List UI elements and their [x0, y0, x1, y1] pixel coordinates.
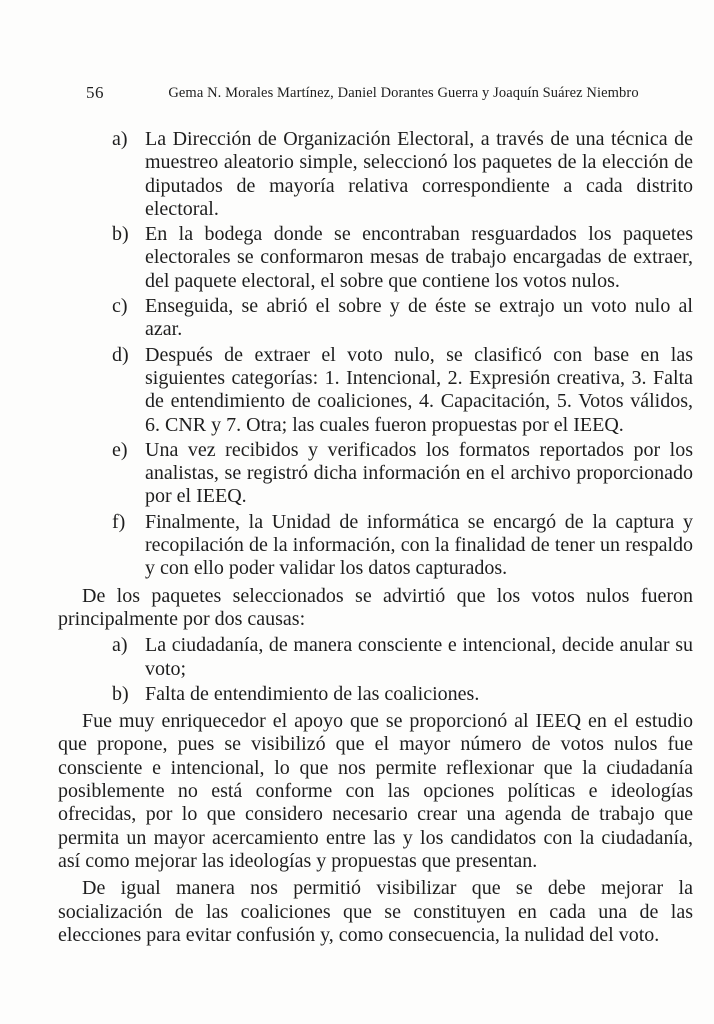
list-item-c: [58, 295, 693, 342]
list-marker: f): [112, 510, 126, 533]
causes-list: [58, 634, 693, 706]
list-item-a: [58, 128, 693, 221]
list-item-text: Una vez recibidos y verificados los formatos reportados por los analistas, se registró dicha información en el archivo proporcionado por el IEEQ.: [145, 438, 693, 508]
page-body: [58, 128, 693, 947]
list-item-e: [58, 439, 693, 509]
list-item-text: Falta de entendimiento de las coaliciones.: [145, 682, 480, 705]
list-marker: b): [112, 223, 129, 246]
list-item-text: Finalmente, la Unidad de informática se encargó de la captura y recopilación de la información, con la finalidad de tener un respaldo y con ello poder validar los datos capturados.: [145, 510, 693, 580]
list-item-text: Después de extraer el voto nulo, se clasificó con base en las siguientes categorías: 1. Intencional, 2. Expresión creativa, 3. Falta de entendimiento de coaliciones, 4. Capacitación, 5. Votos válidos, 6. CNR y 7. Otra; las cuales fueron propuestas por el IEEQ.: [145, 343, 693, 436]
list-marker: b): [112, 682, 129, 705]
list-item-cause-a: [58, 634, 693, 681]
paragraph-socialization: De igual manera nos permitió visibilizar que se debe mejorar la socialización de las coaliciones que se constituyen en cada una de las elecciones para evitar confusión y, como consecuencia, la nulidad del voto.: [58, 877, 693, 946]
list-item-text: Enseguida, se abrió el sobre y de éste se extrajo un voto nulo al azar.: [145, 295, 693, 341]
paragraph-causes-intro: De los paquetes seleccionados se advirtió que los votos nulos fueron principalmente por dos causas:: [58, 584, 693, 630]
list-marker: a): [112, 634, 128, 657]
list-item-f: [58, 511, 693, 581]
list-item-text: En la bodega donde se encontraban resguardados los paquetes electorales se conformaron mesas de trabajo encargadas de extraer, del paquete electoral, el sobre que contiene los votos nulos.: [145, 223, 693, 292]
procedure-list: [58, 128, 693, 581]
paragraph-ieeq-support: Fue muy enriquecedor el apoyo que se proporcionó al IEEQ en el estudio que propone, pues se visibilizó que el mayor número de votos nulos fue consciente e intencional, lo que nos permite reflexionar que la ciudadanía posiblemente no está conforme con las opciones políticas e ideologías ofrecidas, por lo que considero necesario crear una agenda de trabajo que permita un mayor acercamiento entre las y los candidatos con la ciudadanía, así como mejorar las ideologías y propuestas que presentan.: [58, 710, 693, 872]
list-item-d: [58, 344, 693, 437]
page-number: 56: [86, 83, 104, 102]
running-header: [58, 83, 693, 103]
list-item-b: [58, 223, 693, 293]
list-marker: d): [112, 343, 129, 366]
list-item-cause-b: [58, 683, 693, 706]
list-item-text: La Dirección de Organización Electoral, a través de una técnica de muestreo aleatorio simple, seleccionó los paquetes de la elección de diputados de mayoría relativa correspondiente a cada distrito electoral.: [145, 128, 693, 220]
list-item-text: La ciudadanía, de manera consciente e intencional, decide anular su voto;: [145, 634, 693, 680]
list-marker: e): [112, 438, 128, 461]
list-marker: c): [112, 295, 128, 318]
running-title: Gema N. Morales Martínez, Daniel Dorantes Guerra y Joaquín Suárez Niembro: [168, 85, 639, 101]
list-marker: a): [112, 128, 128, 150]
